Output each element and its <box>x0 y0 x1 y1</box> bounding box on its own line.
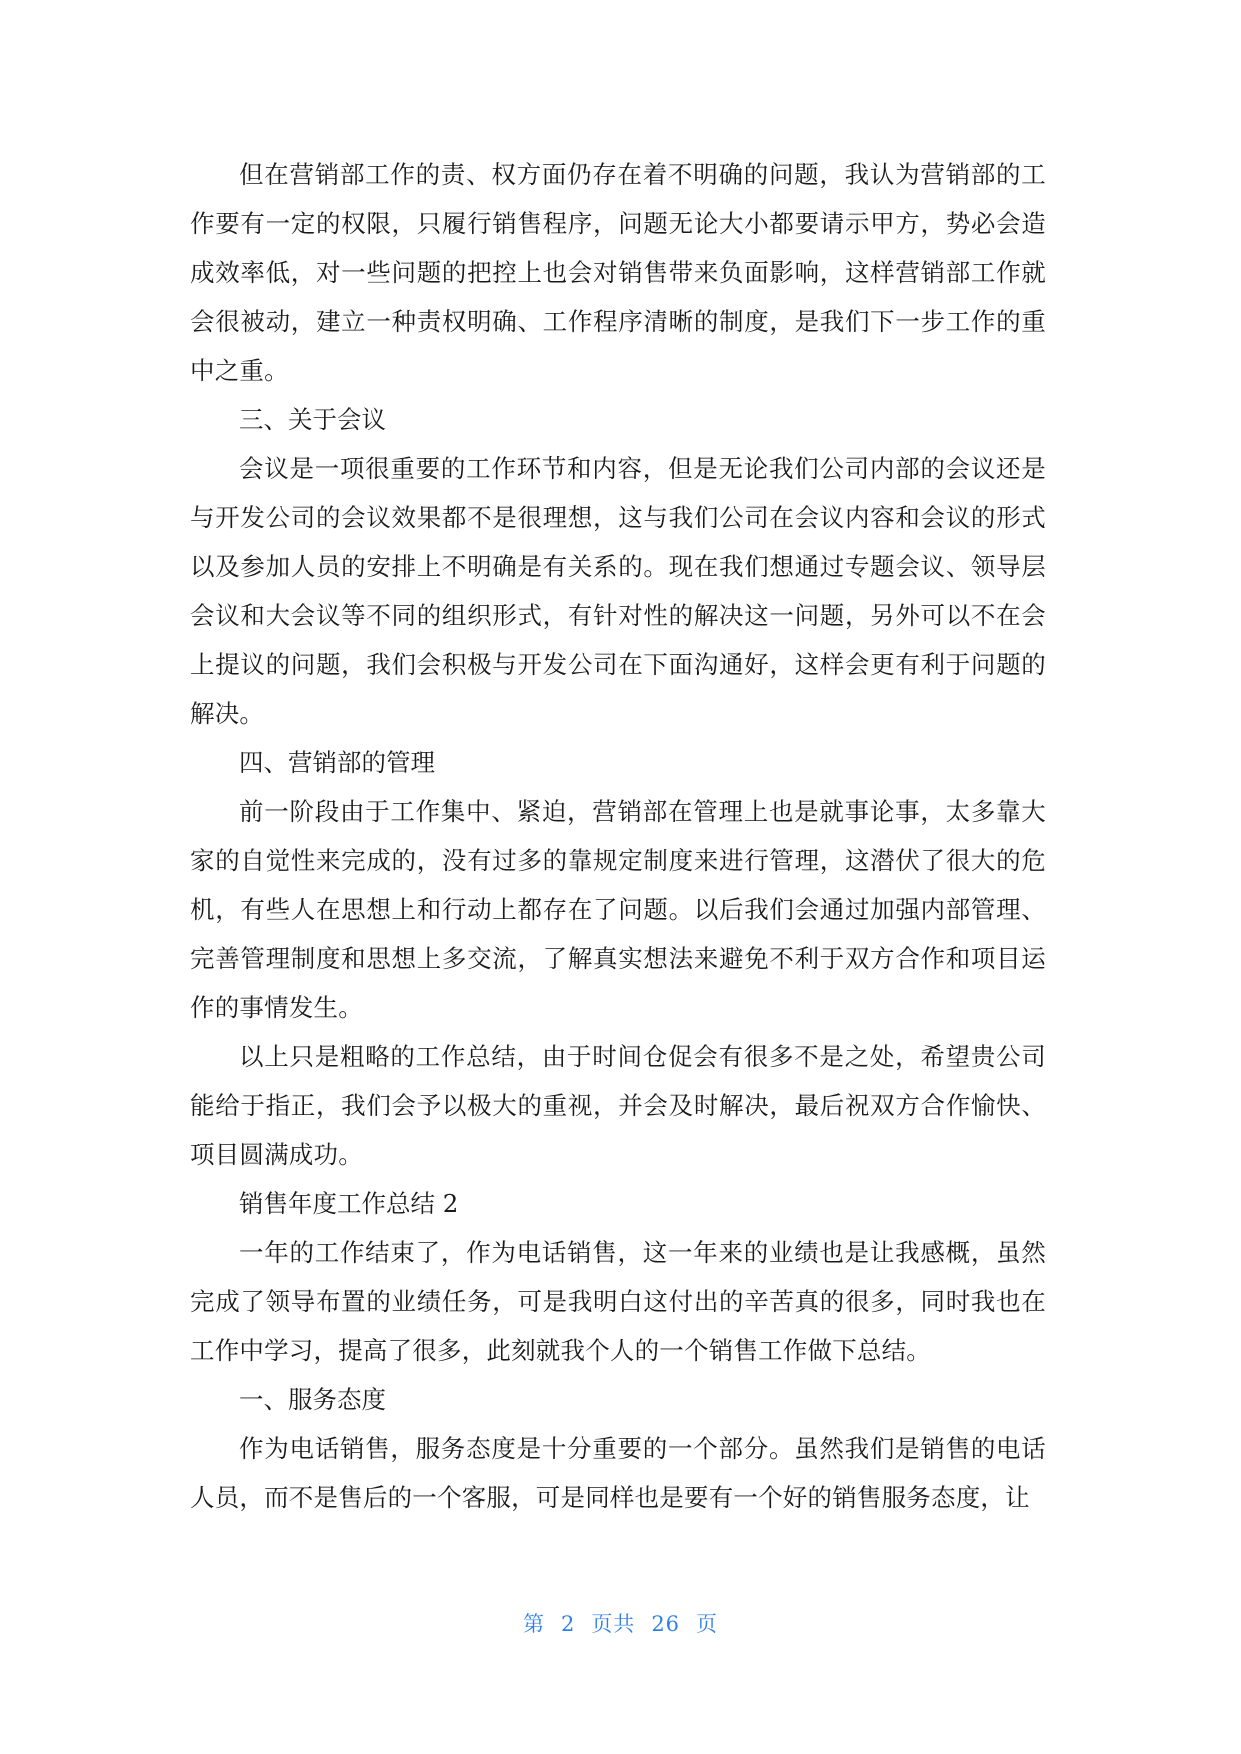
paragraph-management: 前一阶段由于工作集中、紧迫，营销部在管理上也是就事论事，太多靠大家的自觉性来完成的，没有过多的靠规定制度来进行管理，这潜伏了很大的危机，有些人在思想上和行动上都存在了问题。以后我们会通过加强内部管理、完善管理制度和思想上多交流，了解真实想法来避免不利于双方合作和项目运作的事情发生。 <box>190 797 1046 1022</box>
footer-current-page: 2 <box>560 1612 576 1636</box>
paragraph-summary-intro: 一年的工作结束了，作为电话销售，这一年来的业绩也是让我感概，虽然完成了领导布置的业绩任务，可是我明白这付出的辛苦真的很多，同时我也在工作中学习，提高了很多，此刻就我个人的一个销售工作做下总结。 <box>190 1238 1046 1365</box>
section-heading-management: 四、营销部的管理 <box>239 748 435 777</box>
footer-suffix: 页 <box>696 1612 719 1636</box>
document-subtitle-summary-2: 销售年度工作总结 2 <box>239 1189 459 1218</box>
footer-total-pages: 26 <box>651 1612 681 1636</box>
section-heading-meetings: 三、关于会议 <box>239 405 386 434</box>
footer-middle: 页共 <box>591 1612 636 1636</box>
paragraph-meetings: 会议是一项很重要的工作环节和内容，但是无论我们公司内部的会议还是与开发公司的会议效果都不是很理想，这与我们公司在会议内容和会议的形式以及参加人员的安排上不明确是有关系的。现在我们想通过专题会议、领导层会议和大会议等不同的组织形式，有针对性的解决这一问题，另外可以不在会上提议的问题，我们会积极与开发公司在下面沟通好，这样会更有利于问题的解决。 <box>190 454 1046 728</box>
document-body <box>190 150 1046 1522</box>
paragraph-conclusion: 以上只是粗略的工作总结，由于时间仓促会有很多不是之处，希望贵公司能给于指正，我们会予以极大的重视，并会及时解决，最后祝双方合作愉快、项目圆满成功。 <box>190 1042 1046 1169</box>
paragraph-service-attitude: 作为电话销售，服务态度是十分重要的一个部分。虽然我们是销售的电话人员，而不是售后的一个客服，可是同样也是要有一个好的销售服务态度，让 <box>190 1434 1046 1512</box>
page-footer <box>0 1608 1241 1638</box>
paragraph-responsibility: 但在营销部工作的责、权方面仍存在着不明确的问题，我认为营销部的工作要有一定的权限，只履行销售程序，问题无论大小都要请示甲方，势必会造成效率低，对一些问题的把控上也会对销售带来负面影响，这样营销部工作就会很被动，建立一种责权明确、工作程序清晰的制度，是我们下一步工作的重中之重。 <box>190 160 1046 385</box>
section-heading-service-attitude: 一、服务态度 <box>239 1385 386 1414</box>
footer-prefix: 第 <box>522 1612 545 1636</box>
